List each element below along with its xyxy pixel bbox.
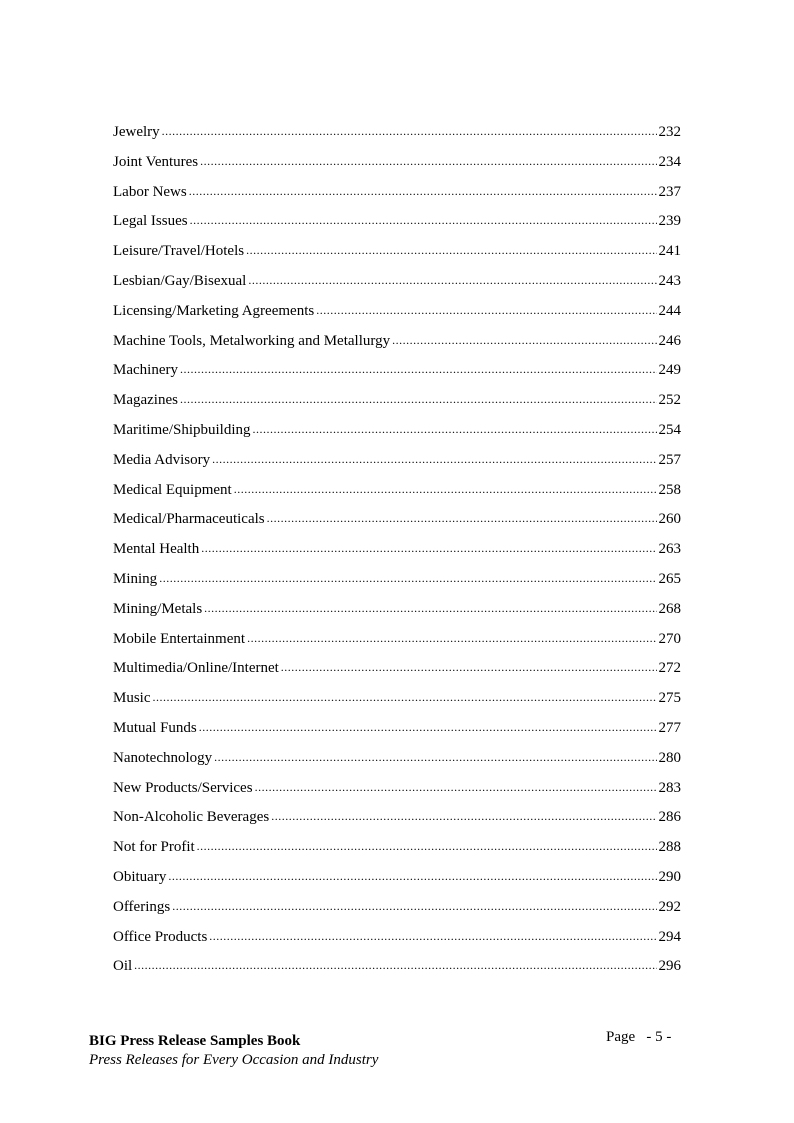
toc-entry-page: 265 — [658, 570, 681, 587]
toc-dot-leader — [159, 564, 656, 594]
toc-dot-leader — [246, 236, 656, 266]
toc-dot-leader — [255, 773, 657, 803]
toc-entry[interactable] — [113, 297, 681, 327]
toc-entry-title: Legal Issues — [113, 213, 188, 230]
toc-entry[interactable] — [113, 803, 681, 833]
toc-entry-title: Medical Equipment — [113, 481, 232, 498]
toc-entry-title: Obituary — [113, 868, 167, 885]
toc-entry[interactable] — [113, 565, 681, 595]
toc-entry-page: 241 — [658, 243, 681, 260]
toc-dot-leader — [190, 206, 657, 236]
toc-entry-page: 283 — [658, 779, 681, 796]
toc-entry[interactable] — [113, 595, 681, 625]
toc-entry-title: Leisure/Travel/Hotels — [113, 243, 245, 260]
toc-entry[interactable] — [113, 327, 681, 357]
toc-dot-leader — [199, 713, 657, 743]
toc-entry-page: 288 — [658, 839, 681, 856]
toc-entry-page: 290 — [658, 868, 681, 885]
toc-dot-leader — [172, 892, 656, 922]
toc-entry[interactable] — [113, 505, 681, 535]
toc-entry[interactable] — [113, 893, 681, 923]
toc-entry[interactable] — [113, 863, 681, 893]
toc-entry-page: 257 — [658, 451, 681, 468]
toc-entry-title: Media Advisory — [113, 451, 211, 468]
toc-entry[interactable] — [113, 625, 681, 655]
toc-entry-title: Mining — [113, 570, 158, 587]
toc-dot-leader — [281, 653, 657, 683]
toc-entry[interactable] — [113, 923, 681, 953]
toc-entry-title: Jewelry — [113, 124, 160, 140]
toc-dot-leader — [180, 355, 657, 385]
toc-entry[interactable] — [113, 446, 681, 476]
toc-entry-title: Machinery — [113, 362, 178, 379]
toc-dot-leader — [271, 802, 656, 832]
toc-dot-leader — [209, 922, 656, 952]
toc-dot-leader — [189, 177, 657, 207]
toc-entry-title: Non-Alcoholic Beverages — [113, 809, 270, 826]
toc-dot-leader — [212, 445, 656, 475]
toc-entry-title: Office Products — [113, 928, 208, 945]
toc-entry-title: New Products/Services — [113, 779, 253, 796]
page-number-block — [606, 1028, 671, 1047]
toc-entry-page: 232 — [658, 124, 681, 140]
footer — [89, 1032, 378, 1070]
toc-entry[interactable] — [113, 237, 681, 267]
toc-entry-page: 244 — [658, 302, 681, 319]
toc-entry[interactable] — [113, 952, 681, 982]
toc-dot-leader — [153, 683, 657, 713]
toc-entry-page: 263 — [658, 541, 681, 558]
toc-entry[interactable] — [113, 207, 681, 237]
toc-dot-leader — [197, 832, 657, 862]
toc-entry[interactable] — [113, 714, 681, 744]
toc-entry-page: 258 — [658, 481, 681, 498]
table-of-contents — [113, 118, 681, 982]
toc-entry[interactable] — [113, 356, 681, 386]
toc-entry-page: 270 — [658, 630, 681, 647]
toc-dot-leader — [253, 415, 657, 445]
toc-entry-title: Labor News — [113, 183, 187, 200]
toc-entry-page: 286 — [658, 809, 681, 826]
toc-entry-title: Mental Health — [113, 541, 200, 558]
toc-entry[interactable] — [113, 267, 681, 297]
toc-entry[interactable] — [113, 148, 681, 178]
toc-entry-page: 243 — [658, 272, 681, 289]
toc-dot-leader — [134, 951, 656, 981]
page-number: - 5 - — [646, 1029, 672, 1045]
toc-entry-page: 254 — [658, 421, 681, 438]
toc-entry-page: 272 — [658, 660, 681, 677]
toc-entry[interactable] — [113, 774, 681, 804]
toc-dot-leader — [168, 862, 656, 892]
toc-entry-title: Not for Profit — [113, 839, 195, 856]
toc-entry-page: 249 — [658, 362, 681, 379]
page-label: Page — [606, 1029, 636, 1045]
toc-entry-page: 275 — [658, 690, 681, 707]
toc-dot-leader — [204, 594, 656, 624]
toc-entry-title: Mining/Metals — [113, 600, 203, 617]
toc-dot-leader — [201, 534, 656, 564]
toc-entry-title: Mutual Funds — [113, 719, 197, 736]
toc-dot-leader — [248, 266, 656, 296]
toc-entry[interactable] — [113, 476, 681, 506]
toc-entry-title: Offerings — [113, 898, 171, 915]
toc-entry-title: Mobile Entertainment — [113, 630, 246, 647]
toc-entry[interactable] — [113, 118, 681, 148]
toc-dot-leader — [234, 475, 657, 505]
footer-book-subtitle: Press Releases for Every Occasion and Industry — [89, 1052, 379, 1068]
toc-entry[interactable] — [113, 416, 681, 446]
toc-dot-leader — [392, 326, 656, 356]
toc-dot-leader — [316, 296, 656, 326]
toc-entry[interactable] — [113, 744, 681, 774]
toc-entry[interactable] — [113, 654, 681, 684]
toc-entry-page: 252 — [658, 392, 681, 409]
toc-entry[interactable] — [113, 386, 681, 416]
toc-entry-title: Maritime/Shipbuilding — [113, 421, 251, 438]
toc-entry-title: Machine Tools, Metalworking and Metallurgy — [113, 332, 391, 349]
toc-entry[interactable] — [113, 684, 681, 714]
toc-entry-page: 234 — [658, 153, 681, 170]
toc-entry-title: Lesbian/Gay/Bisexual — [113, 272, 247, 289]
toc-dot-leader — [267, 504, 657, 534]
toc-entry-page: 277 — [658, 719, 681, 736]
toc-entry-title: Licensing/Marketing Agreements — [113, 302, 315, 319]
toc-entry-title: Nanotechnology — [113, 749, 213, 766]
toc-dot-leader — [214, 743, 656, 773]
toc-entry-title: Medical/Pharmaceuticals — [113, 511, 265, 528]
toc-entry-page: 237 — [658, 183, 681, 200]
toc-entry-title: Magazines — [113, 392, 178, 409]
toc-entry-page: 260 — [658, 511, 681, 528]
toc-entry[interactable] — [113, 178, 681, 208]
toc-entry-title: Oil — [113, 958, 133, 975]
toc-entry[interactable] — [113, 535, 681, 565]
toc-entry-page: 296 — [658, 958, 681, 975]
footer-book-title: BIG Press Release Samples Book — [89, 1033, 301, 1049]
toc-dot-leader — [180, 385, 657, 415]
toc-entry-page: 268 — [658, 600, 681, 617]
toc-entry-page: 292 — [658, 898, 681, 915]
toc-entry-page: 246 — [658, 332, 681, 349]
toc-entry-title: Joint Ventures — [113, 153, 199, 170]
toc-dot-leader — [247, 624, 656, 654]
toc-entry-title: Multimedia/Online/Internet — [113, 660, 279, 677]
toc-entry-page: 280 — [658, 749, 681, 766]
toc-entry-page: 294 — [658, 928, 681, 945]
toc-dot-leader — [162, 117, 657, 147]
toc-entry-title: Music — [113, 690, 151, 707]
toc-entry[interactable] — [113, 833, 681, 863]
toc-entry-page: 239 — [658, 213, 681, 230]
toc-dot-leader — [200, 147, 656, 177]
